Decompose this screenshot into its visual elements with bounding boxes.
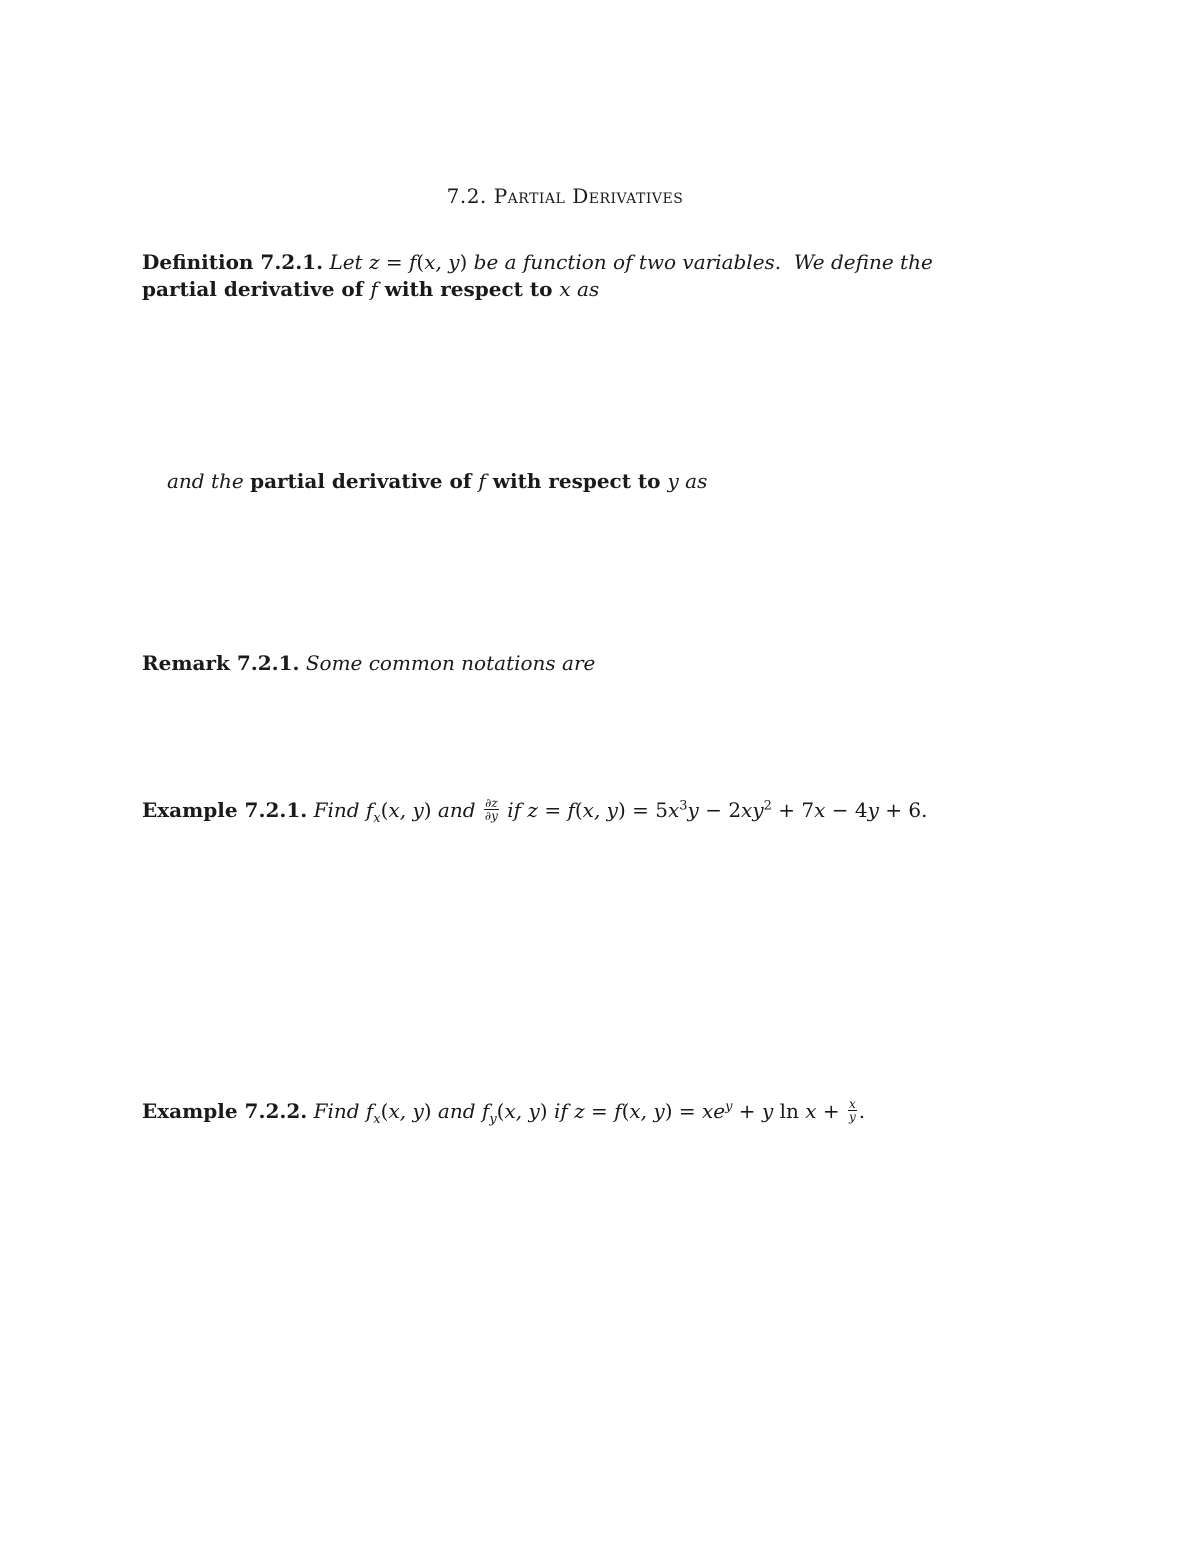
definition-as-x: as bbox=[577, 277, 600, 301]
definition-label: Definition 7.2.1. bbox=[142, 250, 324, 274]
definition-line-1 bbox=[142, 250, 933, 274]
example-2-label: Example 7.2.2. bbox=[142, 1099, 308, 1123]
example-2-line bbox=[142, 1099, 865, 1125]
dz-dy-fraction: $\frac{\partial z}{\partial y}$ bbox=[484, 796, 498, 823]
definition-line-3 bbox=[167, 469, 707, 493]
x-over-y-fraction: $\frac{x}{y}$ bbox=[849, 1097, 856, 1124]
partial-x-term: partial derivative of f with respect to x bbox=[142, 277, 571, 301]
example-1-line bbox=[142, 798, 927, 824]
section-number: 7.2. bbox=[446, 184, 487, 208]
remark-label: Remark 7.2.1. bbox=[142, 651, 300, 675]
example-1-label: Example 7.2.1. bbox=[142, 798, 308, 822]
section-title: Partial Derivatives bbox=[493, 184, 684, 208]
partial-y-term: partial derivative of f with respect to y bbox=[250, 469, 679, 493]
example-2-text: Find $f_x(x$, y) and $f_y(x$, y) if z = f(x, $y) = xe^y + y$ ln x + $\frac{x}{y}$ . bbox=[313, 1097, 866, 1127]
definition-text: Let z = f(x, y) be a function of two variables. We define the bbox=[329, 250, 933, 274]
example-1-text: Find $f_x(x$, y) and $\frac{\partial z}{\partial y}$ if z = f(x, $y) = 5x^3y - 2xy^2 + 7x - 4y + 6$. bbox=[313, 796, 928, 826]
definition-and-the: and the bbox=[167, 469, 244, 493]
definition-as-y: as bbox=[685, 469, 708, 493]
section-heading bbox=[0, 184, 1130, 208]
remark-line bbox=[142, 651, 595, 675]
definition-line-2 bbox=[142, 277, 599, 301]
remark-text: Some common notations are bbox=[305, 651, 596, 675]
